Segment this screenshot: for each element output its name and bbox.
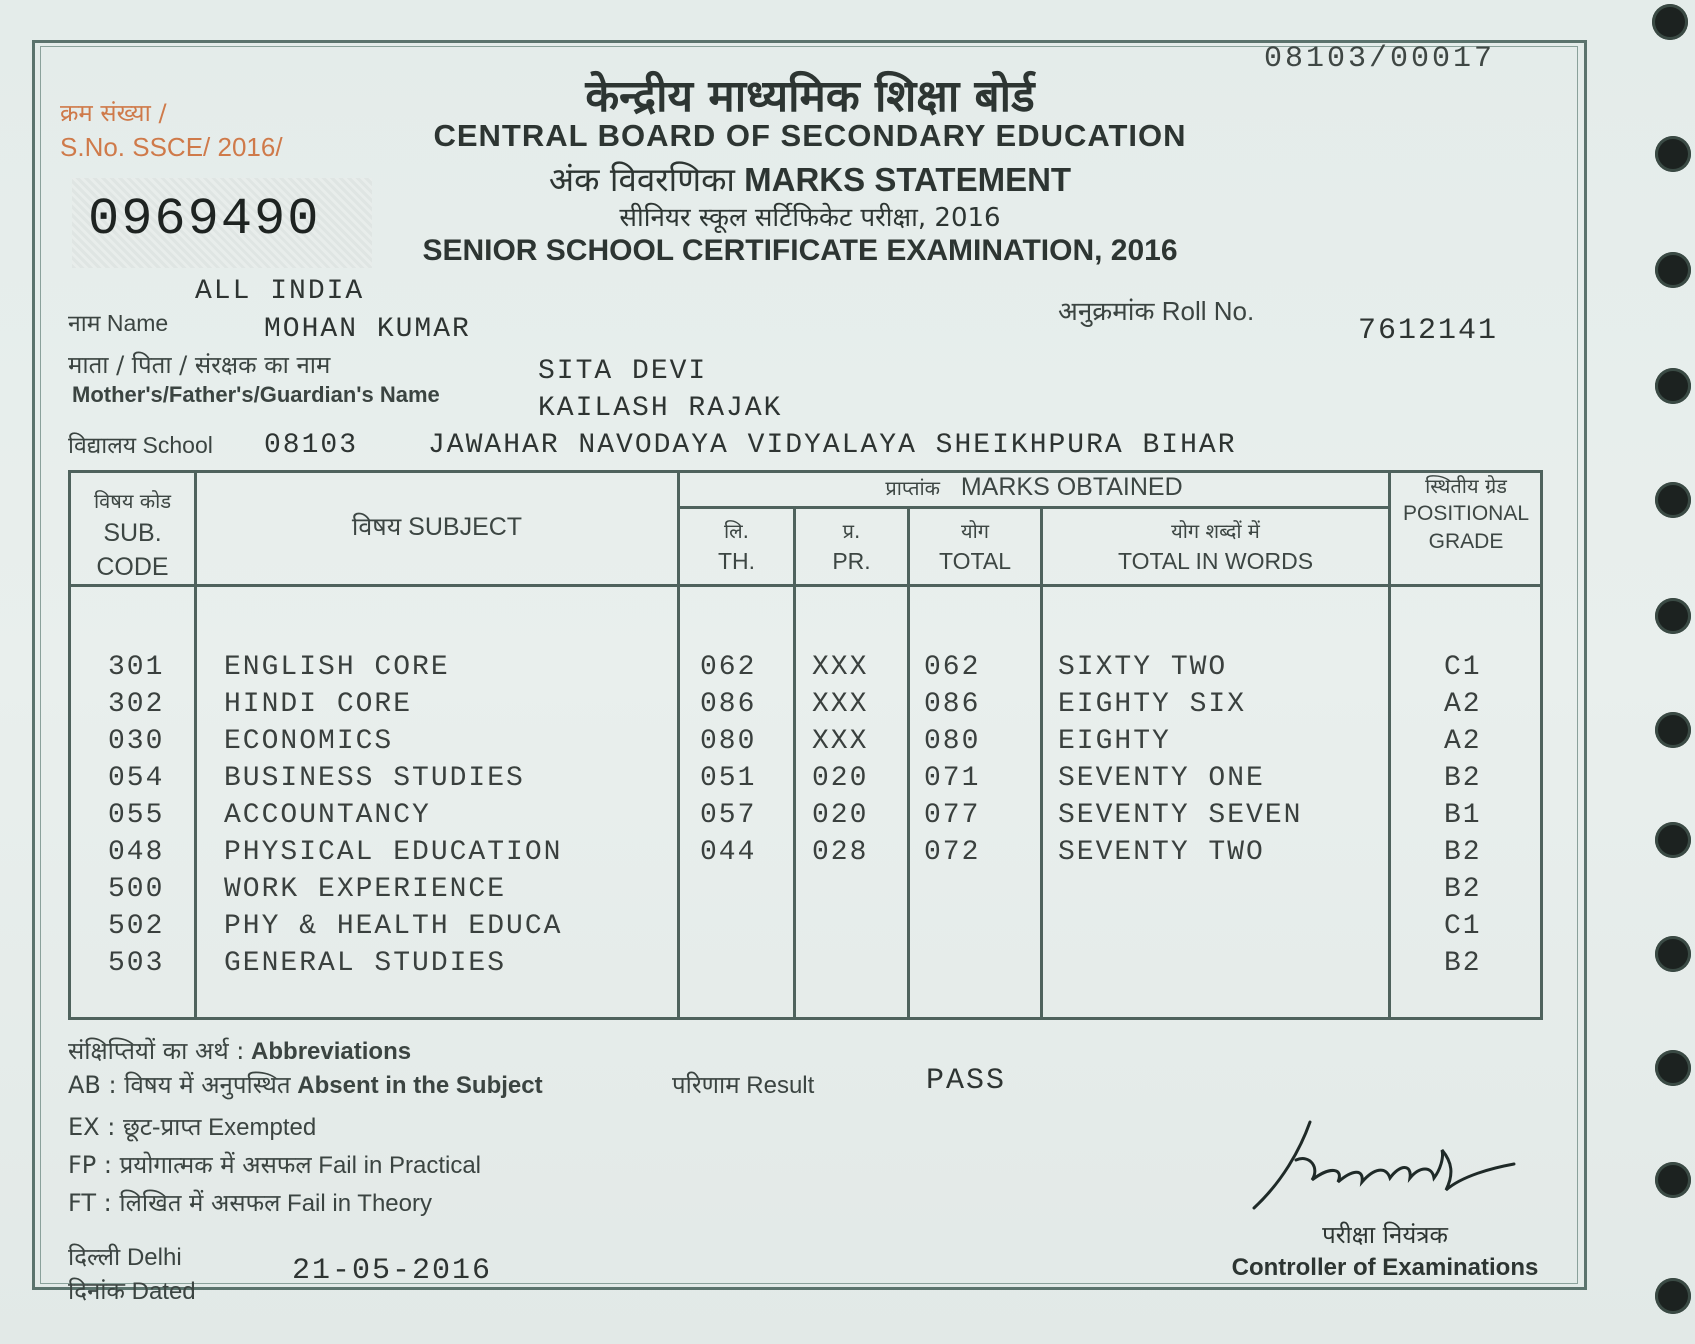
header-words-english: TOTAL IN WORDS xyxy=(1117,548,1314,574)
header-marks-obtained xyxy=(680,472,1388,503)
sub-code-cell: 302 xyxy=(108,689,165,720)
practical-cell: XXX xyxy=(812,726,869,757)
header-grade-line1: POSITIONAL xyxy=(1402,502,1530,525)
grade-cell: A2 xyxy=(1444,689,1482,720)
abbr-exempted xyxy=(68,1110,316,1143)
column-divider xyxy=(194,470,197,1020)
perforation-hole xyxy=(1655,1162,1691,1198)
theory-cell: 086 xyxy=(700,689,757,720)
header-practical-english: PR. xyxy=(832,548,871,574)
header-grade-hindi: स्थितीय ग्रेड xyxy=(1425,474,1507,498)
dated-label-hindi: दिनांक xyxy=(68,1277,125,1305)
header-words-hindi: योग शब्दों में xyxy=(1171,519,1260,543)
place-hindi: दिल्ली xyxy=(68,1243,121,1271)
sub-code-cell: 502 xyxy=(108,911,165,942)
header-marks-hindi: प्राप्तांक xyxy=(885,476,941,500)
sub-code-cell: 301 xyxy=(108,652,165,683)
header-sub-code-hindi: विषय कोड xyxy=(93,489,172,513)
subject-cell: ENGLISH CORE xyxy=(224,652,450,683)
header-total-english: TOTAL xyxy=(939,548,1011,574)
perforation-hole xyxy=(1655,1278,1691,1314)
sub-code-cell: 048 xyxy=(108,837,165,868)
practical-cell: 020 xyxy=(812,763,869,794)
header-sub-code-line1: SUB. xyxy=(103,519,162,547)
result-value: PASS xyxy=(926,1064,1007,1098)
abbr-absent xyxy=(68,1068,543,1101)
place xyxy=(68,1240,182,1273)
roll-label xyxy=(1058,292,1254,328)
document-title xyxy=(430,156,1190,201)
board-title: CENTRAL BOARD OF SECONDARY EDUCATION xyxy=(433,118,1187,153)
perforation-hole xyxy=(1655,1050,1691,1086)
grade-cell: A2 xyxy=(1444,726,1482,757)
header-marks-english: MARKS OBTAINED xyxy=(960,473,1183,501)
perforation-hole xyxy=(1655,368,1691,404)
school-name: JAWAHAR NAVODAYA VIDYALAYA SHEIKHPURA BIHAR xyxy=(428,430,1237,461)
abbr-exempted-hindi: EX : छूट-प्राप्त xyxy=(68,1113,202,1141)
mother-name: SITA DEVI xyxy=(538,356,708,387)
header-practical xyxy=(796,516,907,576)
theory-cell: 051 xyxy=(700,763,757,794)
exam-title: SENIOR SCHOOL CERTIFICATE EXAMINATION, 2016 xyxy=(422,234,1178,267)
sub-code-cell: 055 xyxy=(108,800,165,831)
grade-cell: B2 xyxy=(1444,763,1482,794)
subject-cell: ACCOUNTANCY xyxy=(224,800,431,831)
subject-cell: ECONOMICS xyxy=(224,726,394,757)
dated-label-english: Dated xyxy=(131,1278,196,1305)
total-words-cell: SIXTY TWO xyxy=(1058,652,1228,683)
theory-cell: 057 xyxy=(700,800,757,831)
subject-cell: HINDI CORE xyxy=(224,689,413,720)
abbr-fail-practical xyxy=(68,1148,481,1181)
document-title-hindi: अंक विवरणिका xyxy=(548,160,735,199)
abbreviations-title xyxy=(68,1034,411,1067)
header-positional-grade xyxy=(1391,472,1541,556)
subject-cell: GENERAL STUDIES xyxy=(224,948,507,979)
serial-label-english: S.No. SSCE/ 2016/ xyxy=(60,132,283,162)
serial-number-top: 08103/00017 xyxy=(1263,42,1495,76)
total-words-cell: EIGHTY xyxy=(1058,726,1171,757)
result-label-hindi: परिणाम xyxy=(672,1071,740,1099)
practical-cell: 020 xyxy=(812,800,869,831)
controller-signature xyxy=(1240,1110,1520,1220)
header-subject: विषय SUBJECT xyxy=(351,513,523,541)
place-english: Delhi xyxy=(126,1244,182,1271)
abbr-absent-english: Absent in the Subject xyxy=(297,1072,543,1099)
subject-cell: PHY & HEALTH EDUCA xyxy=(224,911,563,942)
grade-cell: B2 xyxy=(1444,837,1482,868)
perforation-hole xyxy=(1655,136,1691,172)
theory-cell: 080 xyxy=(700,726,757,757)
abbr-exempted-english: Exempted xyxy=(208,1114,317,1141)
parent-label-english: Mother's/Father's/Guardian's Name xyxy=(72,382,440,407)
header-theory xyxy=(680,516,793,576)
roll-label-hindi: अनुक्रमांक xyxy=(1058,297,1155,327)
result-label-english: Result xyxy=(746,1072,815,1099)
sub-code-cell: 503 xyxy=(108,948,165,979)
sub-code-cell: 054 xyxy=(108,763,165,794)
abbr-fail-practical-hindi: FP : प्रयोगात्मक में असफल xyxy=(68,1151,312,1179)
roll-label-english: Roll No. xyxy=(1161,296,1255,326)
school-label-hindi: विद्यालय xyxy=(68,433,137,459)
school-label-english: School xyxy=(142,432,213,458)
grade-cell: B2 xyxy=(1444,874,1482,905)
controller-title-hindi: परीक्षा नियंत्रक xyxy=(1322,1221,1448,1249)
perforation-hole xyxy=(1655,822,1691,858)
total-words-cell: SEVENTY SEVEN xyxy=(1058,800,1303,831)
name-label xyxy=(68,306,168,338)
total-words-cell: SEVENTY ONE xyxy=(1058,763,1265,794)
grade-cell: C1 xyxy=(1444,652,1482,683)
result-label xyxy=(672,1068,814,1101)
subject-cell: PHYSICAL EDUCATION xyxy=(224,837,563,868)
serial-label xyxy=(60,96,283,164)
total-cell: 077 xyxy=(924,800,981,831)
practical-cell: XXX xyxy=(812,652,869,683)
total-cell: 080 xyxy=(924,726,981,757)
total-cell: 062 xyxy=(924,652,981,683)
sub-code-cell: 030 xyxy=(108,726,165,757)
issue-date: 21-05-2016 xyxy=(292,1254,493,1288)
header-theory-hindi: लि. xyxy=(723,519,750,543)
roll-number: 7612141 xyxy=(1358,314,1499,348)
dated-label xyxy=(68,1274,196,1307)
sub-code-cell: 500 xyxy=(108,874,165,905)
abbr-fail-theory-hindi: FT : लिखित में असफल xyxy=(68,1189,281,1217)
school-code: 08103 xyxy=(264,430,359,461)
name-label-english: Name xyxy=(106,310,169,336)
theory-cell: 062 xyxy=(700,652,757,683)
grade-cell: B1 xyxy=(1444,800,1482,831)
abbreviations-title-hindi: संक्षिप्तियों का अर्थ : xyxy=(68,1037,245,1065)
perforation-hole xyxy=(1652,4,1688,40)
abbr-absent-hindi: AB : विषय में अनुपस्थित xyxy=(68,1071,291,1099)
total-words-cell: SEVENTY TWO xyxy=(1058,837,1265,868)
abbreviations-title-english: Abbreviations xyxy=(251,1038,412,1065)
perforation-hole xyxy=(1655,252,1691,288)
serial-number: 0969490 xyxy=(88,190,321,249)
serial-label-hindi: क्रम संख्या / xyxy=(60,99,167,127)
header-bottom-line xyxy=(68,584,1543,587)
grade-cell: C1 xyxy=(1444,911,1482,942)
header-total-in-words xyxy=(1043,516,1388,576)
header-total-hindi: योग xyxy=(960,519,990,543)
abbr-fail-practical-english: Fail in Practical xyxy=(318,1152,482,1179)
header-sub-code-line2: CODE xyxy=(96,553,169,581)
father-name: KAILASH RAJAK xyxy=(538,393,783,424)
subject-cell: WORK EXPERIENCE xyxy=(224,874,507,905)
name-label-hindi: नाम xyxy=(68,311,101,337)
total-cell: 086 xyxy=(924,689,981,720)
board-title-hindi: केन्द्रीय माध्यमिक शिक्षा बोर्ड xyxy=(585,71,1035,122)
abbr-fail-theory xyxy=(68,1186,432,1219)
region: ALL INDIA xyxy=(195,276,365,307)
header-practical-hindi: प्र. xyxy=(842,519,861,543)
document-title-english: MARKS STATEMENT xyxy=(744,161,1072,198)
practical-cell: XXX xyxy=(812,689,869,720)
perforation-hole xyxy=(1655,712,1691,748)
candidate-name: MOHAN KUMAR xyxy=(264,314,471,345)
controller-title: Controller of Examinations xyxy=(1231,1254,1539,1281)
theory-cell: 044 xyxy=(700,837,757,868)
subject-cell: BUSINESS STUDIES xyxy=(224,763,525,794)
practical-cell: 028 xyxy=(812,837,869,868)
header-divider xyxy=(677,506,1388,509)
total-cell: 072 xyxy=(924,837,981,868)
header-grade-line2: GRADE xyxy=(1428,530,1504,553)
header-theory-english: TH. xyxy=(717,548,756,574)
exam-title-hindi: सीनियर स्कूल सर्टिफिकेट परीक्षा, 2016 xyxy=(619,203,1001,233)
parent-label-hindi: माता / पिता / संरक्षक का नाम xyxy=(68,351,331,379)
total-words-cell: EIGHTY SIX xyxy=(1058,689,1247,720)
perforation-hole xyxy=(1655,598,1691,634)
total-cell: 071 xyxy=(924,763,981,794)
grade-cell: B2 xyxy=(1444,948,1482,979)
perforation-hole xyxy=(1655,482,1691,518)
header-total xyxy=(910,516,1040,576)
abbr-fail-theory-english: Fail in Theory xyxy=(287,1190,432,1217)
perforation-hole xyxy=(1655,936,1691,972)
header-sub-code xyxy=(71,486,194,584)
school-label xyxy=(68,428,213,460)
